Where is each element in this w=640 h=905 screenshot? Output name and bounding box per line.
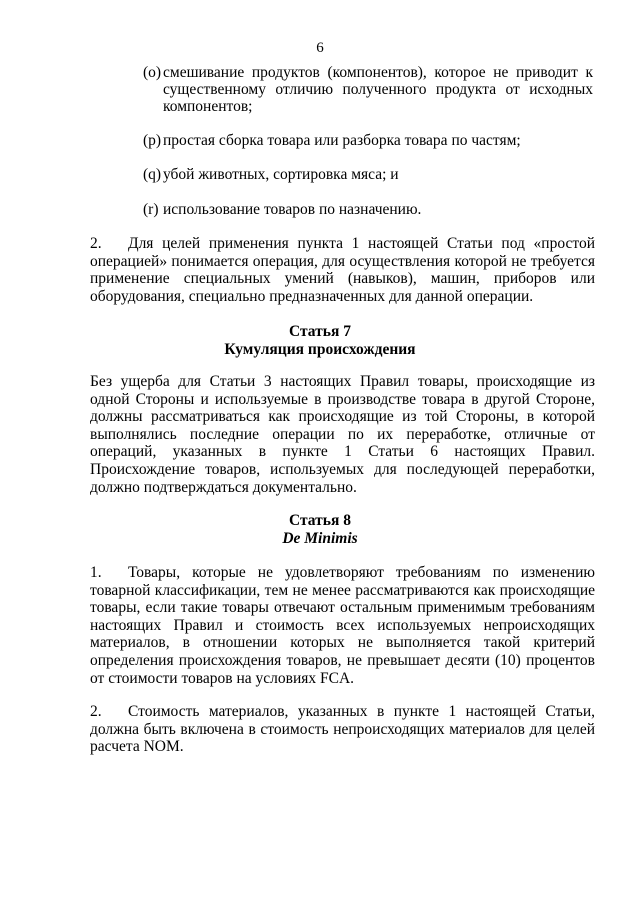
list-item-r	[143, 201, 593, 218]
list-item-text: простая сборка товара или разборка товара по частям;	[163, 132, 521, 149]
paragraph-text: Стоимость материалов, указанных в пункте 1 настоящей Статьи, должна быть включена в стоимость непроисходящих материалов для целей расчета NOM.	[90, 703, 595, 756]
list-item-o	[143, 64, 593, 115]
article-title: Статья 8	[289, 512, 351, 529]
list-item-text: смешивание продуктов (компонентов), которое не приводит к существенному отличию полученного продукта от исходных компонентов;	[163, 64, 593, 115]
paragraph-text: Для целей применения пункта 1 настоящей Статьи под «простой операцией» понимается операция, для осуществления которой не требуется применение специальных умений (навыков), машин, приборов или оборудования, специально предназначенных для данной операции.	[90, 235, 595, 305]
article-8-heading	[0, 512, 640, 548]
article-subtitle: Кумуляция происхождения	[224, 341, 416, 358]
article-8-paragraph-1	[90, 564, 595, 687]
page-number: 6	[316, 40, 324, 56]
list-marker: (o)	[143, 64, 162, 81]
list-marker: (q)	[143, 166, 162, 183]
list-item-text: использование товаров по назначению.	[163, 201, 422, 218]
article-8-paragraph-2	[90, 703, 595, 756]
paragraph-6-2	[90, 235, 595, 305]
paragraph-number: 2.	[90, 235, 102, 252]
list-item-text: убой животных, сортировка мяса; и	[163, 166, 399, 183]
article-title: Статья 7	[289, 323, 351, 340]
article-subtitle: De Minimis	[282, 530, 358, 547]
paragraph-number: 1.	[90, 564, 102, 581]
article-7-heading	[0, 323, 640, 359]
paragraph-number: 2.	[90, 703, 102, 720]
list-item-q	[143, 166, 593, 183]
article-7-text	[90, 373, 595, 496]
list-item-p	[143, 132, 593, 149]
paragraph-text: Товары, которые не удовлетворяют требованиям по изменению товарной классификации, тем не менее рассматриваются как происходящие товары, если такие товары отвечают остальным применимым требованиям настоящих Правил и стоимость всех используемых непроисходящих материалов, в отношении которых не выполняется такой критерий определения происхождения товаров, не превышает десяти (10) процентов от стоимости товаров на условиях FCA.	[90, 564, 595, 687]
paragraph-text: Без ущерба для Статьи 3 настоящих Правил товары, происходящие из одной Стороны и используемые в производстве товара в другой Стороне, должны рассматриваться как происходящие из той Стороны, в которой выполнялись последние операции по их переработке, отличные от операций, указанных в пункте 1 Статьи 6 настоящих Правил. Происхождение товаров, используемых для последующей переработки, должно подтверждаться документально.	[90, 373, 595, 496]
list-marker: (p)	[143, 132, 162, 149]
list-marker: (r)	[143, 201, 159, 218]
